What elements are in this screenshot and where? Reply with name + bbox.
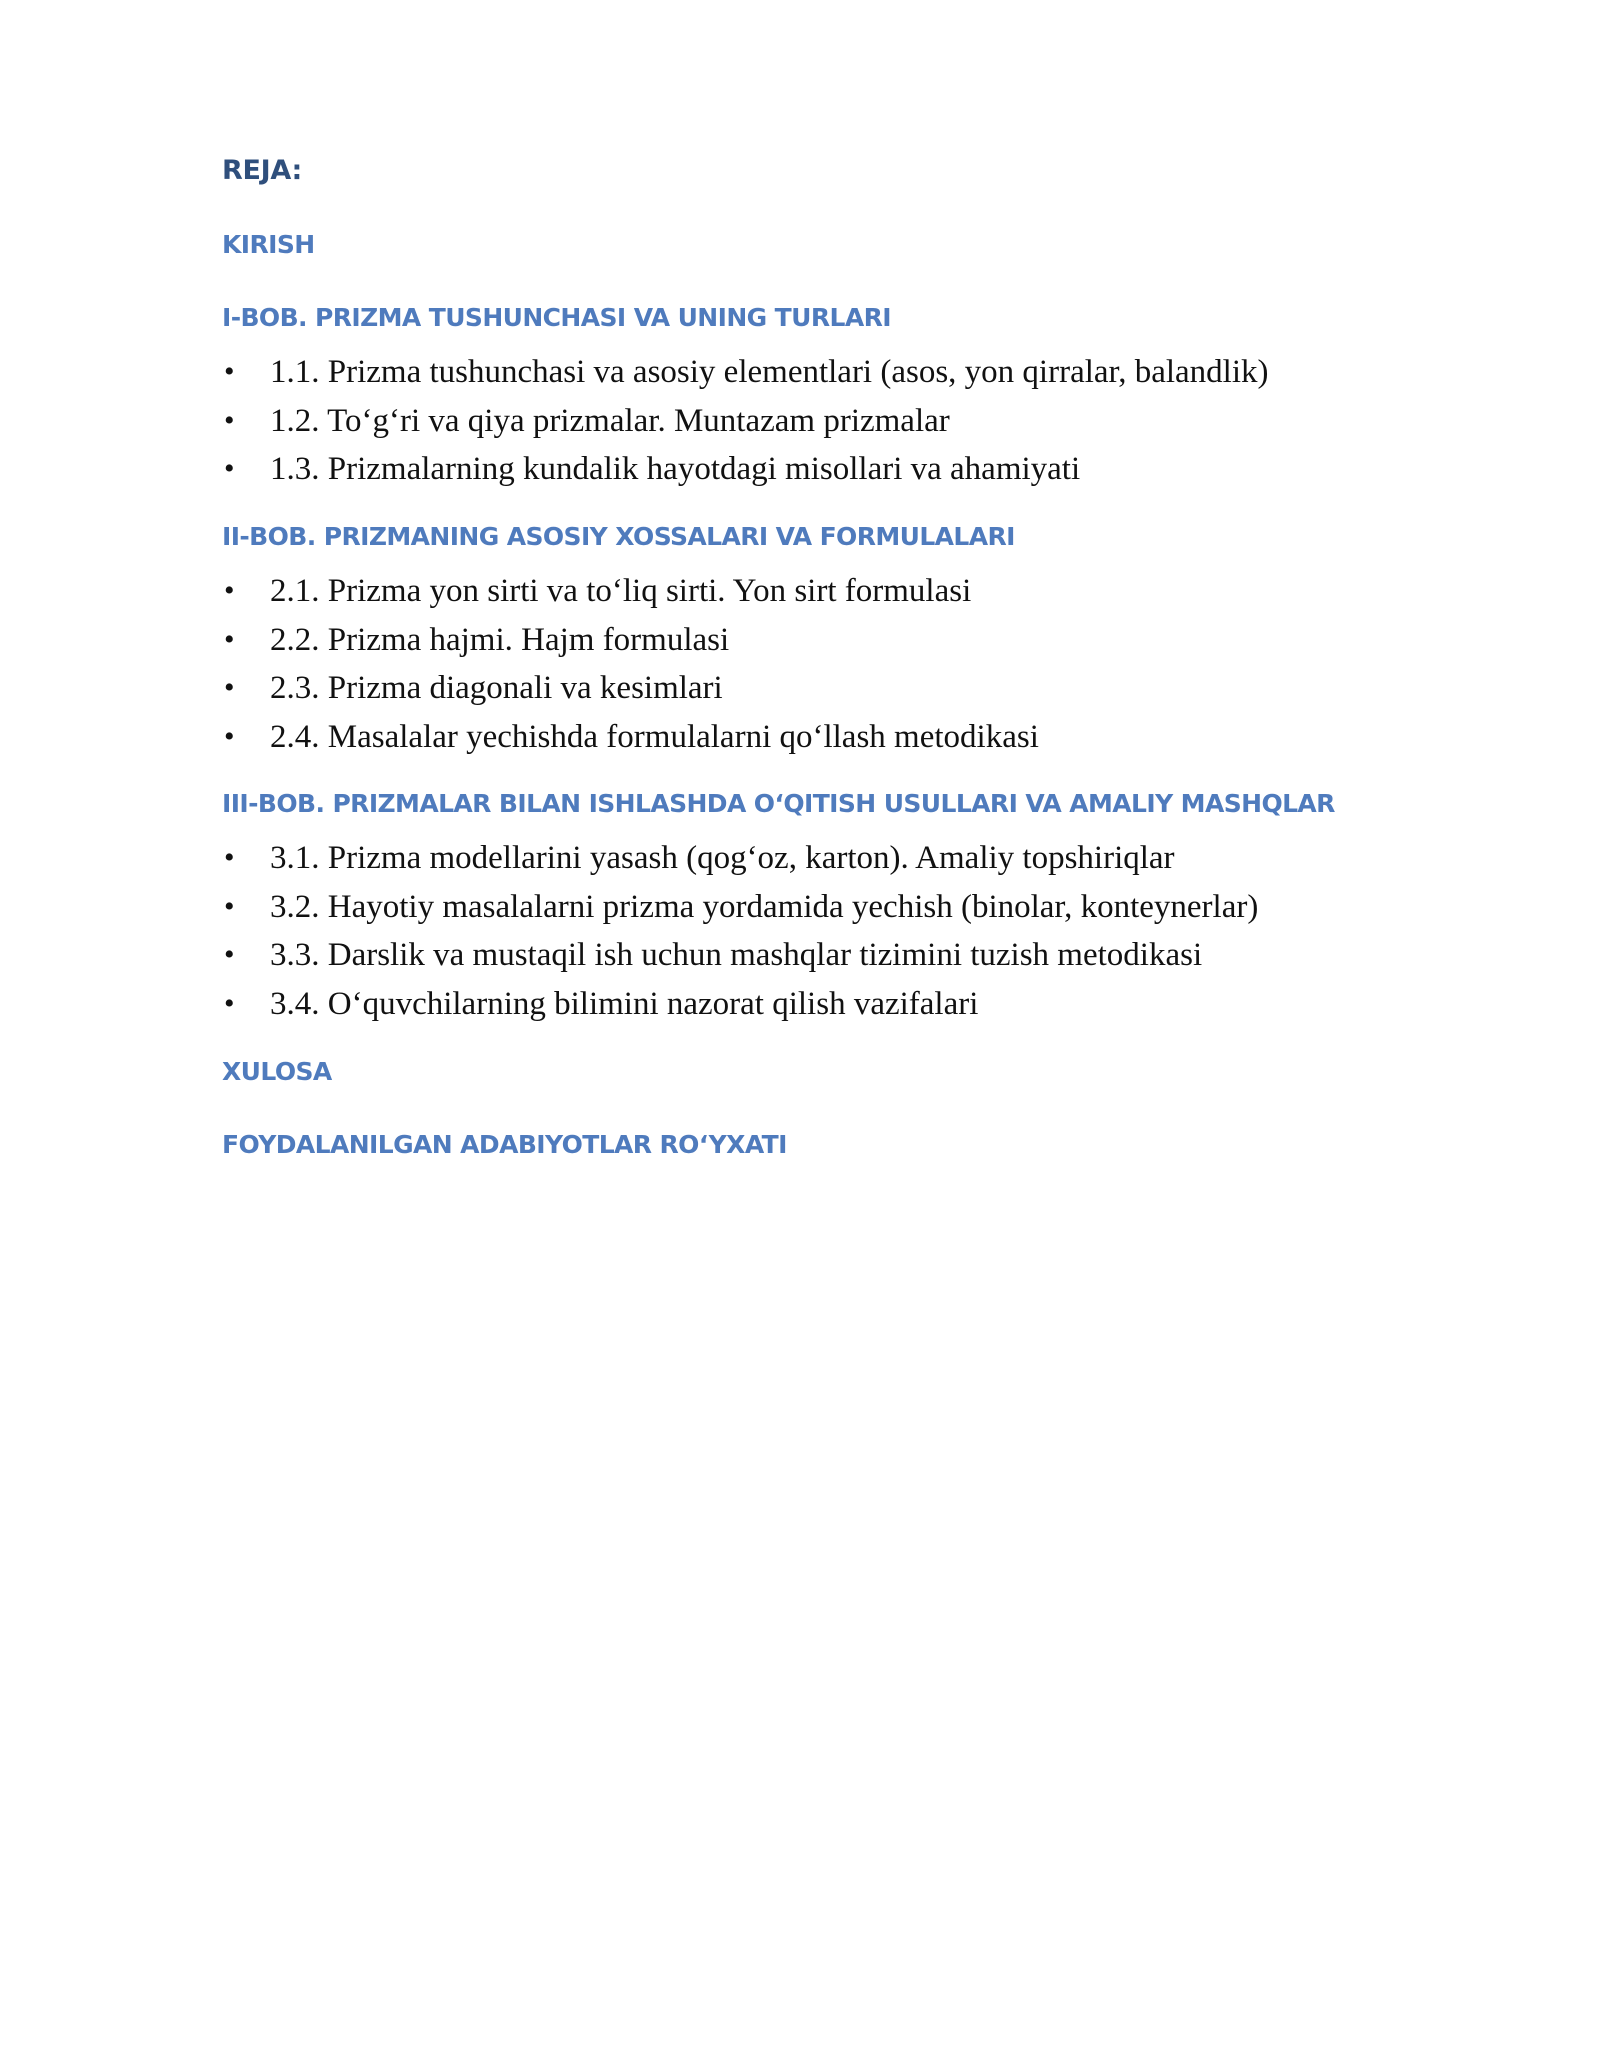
- section-heading-chapter-3: III-BOB. PRIZMALAR BILAN ISHLASHDA O‘QITISH USULLARI VA AMALIY MASHQLAR: [222, 789, 1335, 818]
- section-heading-kirish: KIRISH: [222, 230, 315, 259]
- list-item-text: 1.1. Prizma tushunchasi va asosiy elementlari (asos, yon qirralar, balandlik): [270, 354, 1269, 390]
- bullet-icon: •: [224, 671, 235, 704]
- section-heading-xulosa: XULOSA: [222, 1057, 332, 1086]
- list-item-text: 3.4. O‘quvchilarning bilimini nazorat qilish vazifalari: [270, 985, 979, 1022]
- list-item-text: 2.2. Prizma hajmi. Hajm formulasi: [270, 621, 730, 658]
- bullet-icon: •: [224, 574, 235, 607]
- bullet-icon: •: [224, 403, 235, 437]
- bullet-icon: •: [224, 622, 235, 656]
- list-item-text: 3.1. Prizma modellarini yasash (qog‘oz, karton). Amaliy topshiriqlar: [270, 840, 1175, 876]
- bullet-icon: •: [224, 841, 235, 874]
- section-heading-chapter-1: I-BOB. PRIZMA TUSHUNCHASI VA UNING TURLARI: [222, 303, 891, 332]
- list-item-text: 3.2. Hayotiy masalalarni prizma yordamida yechish (binolar, konteynerlar): [270, 888, 1259, 925]
- list-item-text: 2.4. Masalalar yechishda formulalarni qo‘llash metodikasi: [270, 718, 1039, 755]
- list-item-text: 1.2. To‘g‘ri va qiya prizmalar. Muntazam prizmalar: [270, 402, 950, 439]
- page-title: REJA:: [222, 155, 302, 186]
- bullet-icon: •: [224, 986, 235, 1020]
- bullet-icon: •: [224, 452, 235, 485]
- list-item-text: 3.3. Darslik va mustaqil ish uchun mashqlar tizimini tuzish metodikasi: [270, 937, 1203, 973]
- bullet-icon: •: [224, 938, 235, 971]
- bullet-icon: •: [224, 355, 235, 388]
- section-heading-bibliography: FOYDALANILGAN ADABIYOTLAR RO‘YXATI: [222, 1130, 787, 1159]
- bullet-icon: •: [224, 889, 235, 923]
- section-heading-chapter-2: II-BOB. PRIZMANING ASOSIY XOSSALARI VA FORMULALARI: [222, 522, 1015, 551]
- list-item-text: 2.3. Prizma diagonali va kesimlari: [270, 670, 723, 706]
- list-item-text: 2.1. Prizma yon sirti va to‘liq sirti. Yon sirt formulasi: [270, 573, 972, 609]
- list-item-text: 1.3. Prizmalarning kundalik hayotdagi misollari va ahamiyati: [270, 451, 1081, 487]
- bullet-icon: •: [224, 719, 235, 753]
